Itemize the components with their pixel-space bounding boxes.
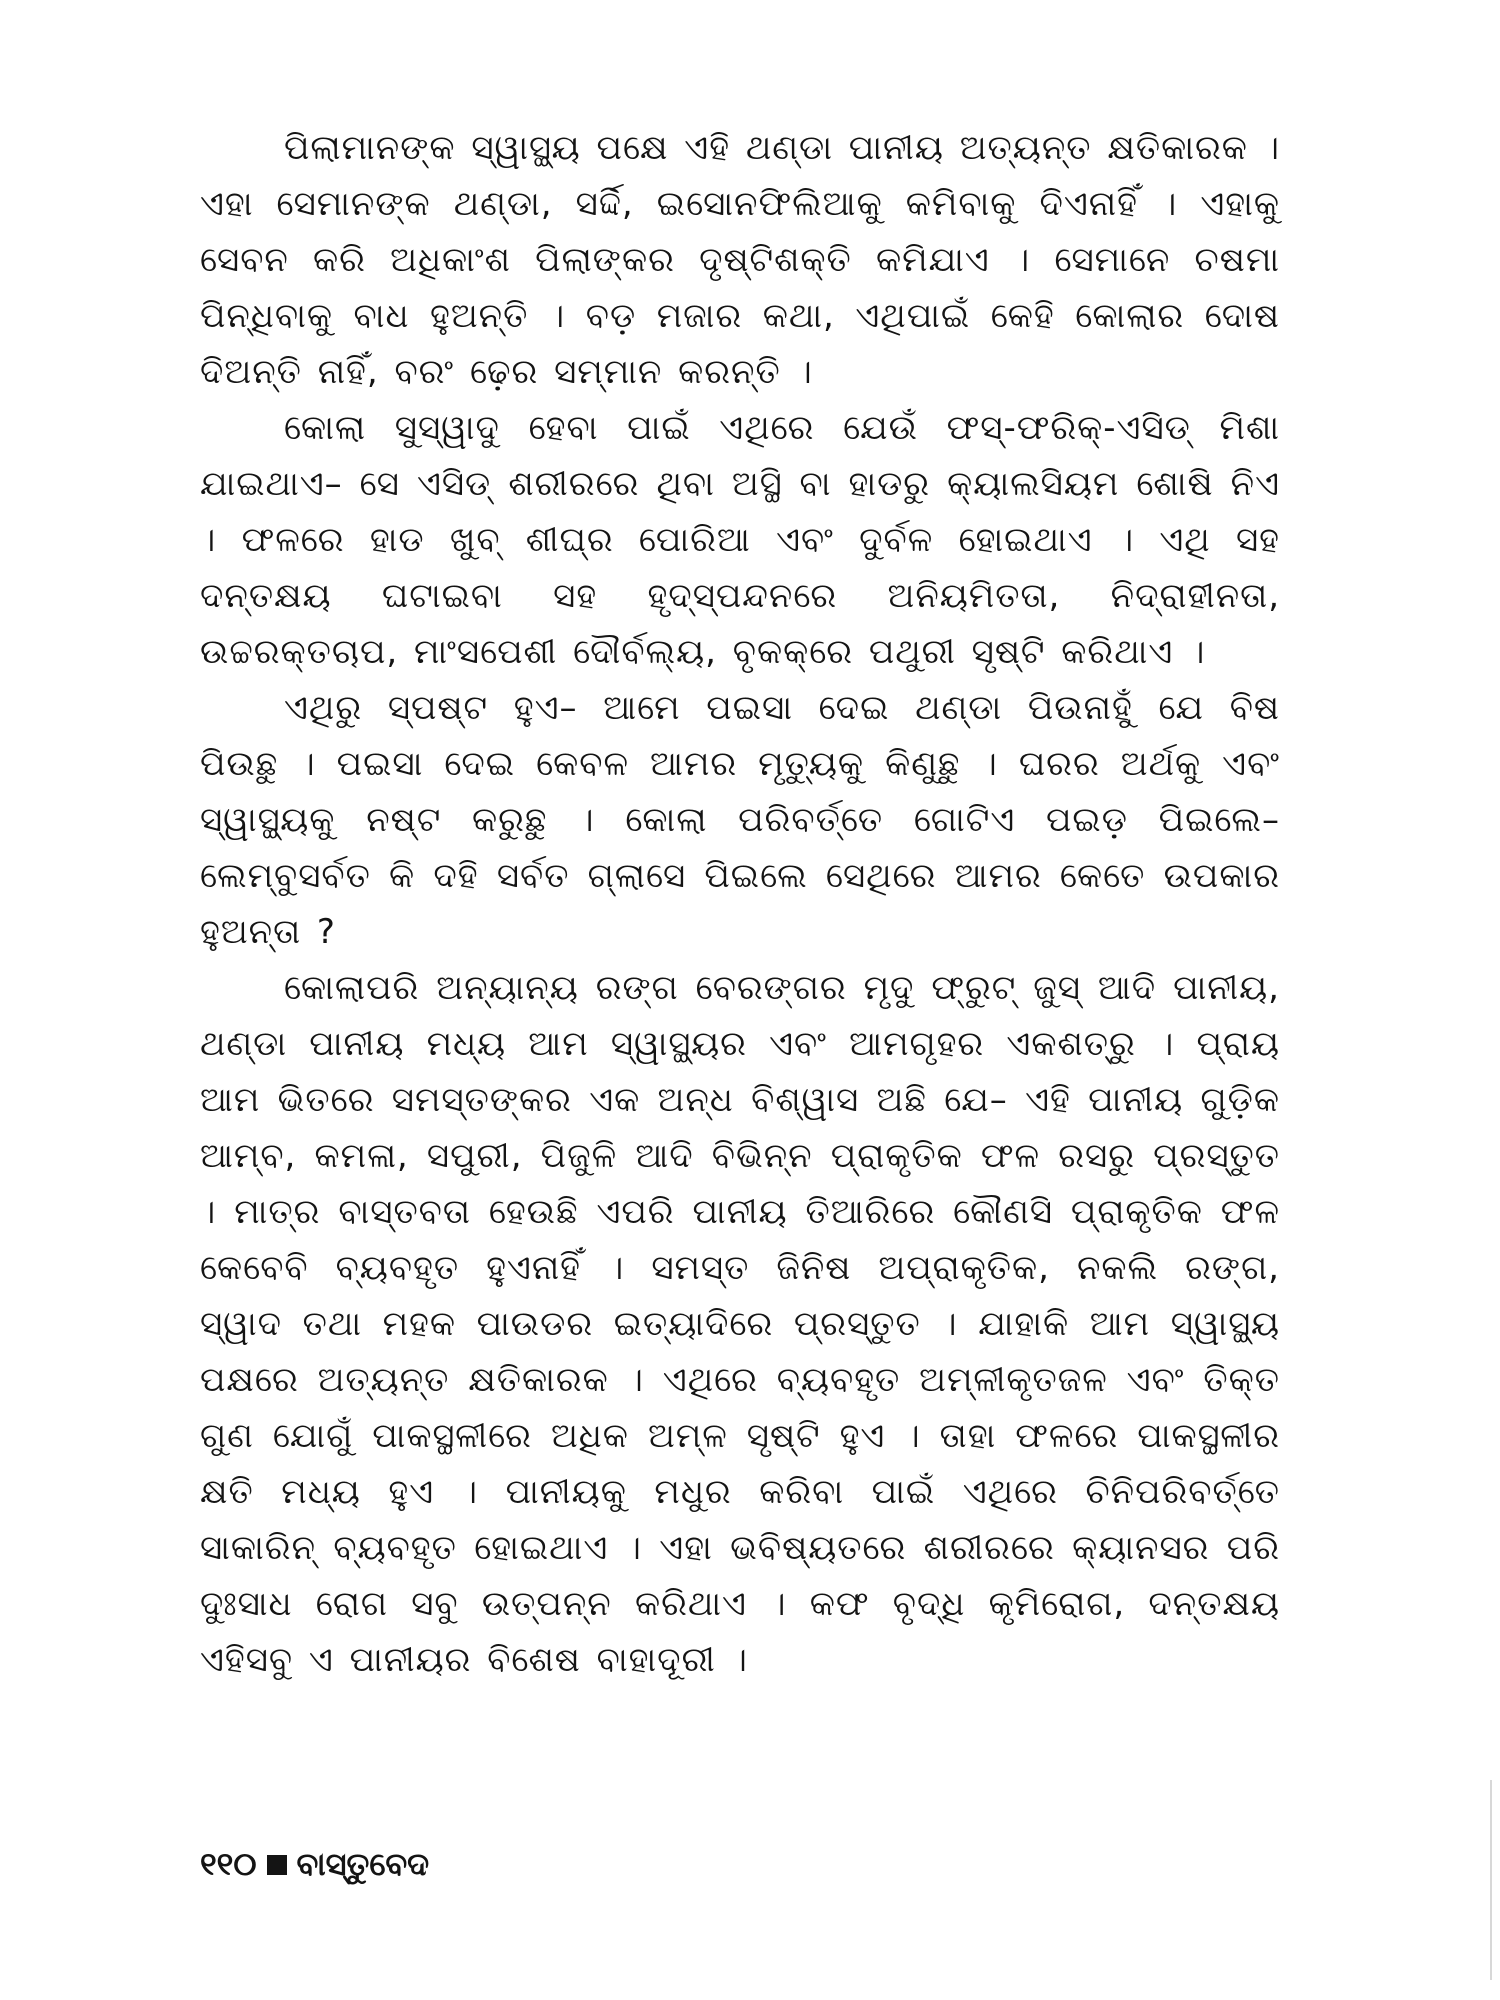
paragraph-2: କୋଲା ସୁସ୍ୱାଦୁ ହେବା ପାଇଁ ଏଥିରେ ଯେଉଁ ଫସ୍-ଫରିକ୍-ଏସିଡ୍ ମିଶା ଯାଇଥାଏ– ସେ ଏସିଡ୍ ଶରୀରରେ ଥିବା ଅସ୍ଥି ବା ହାଡରୁ କ୍ୟାଲସିୟମ ଶୋଷି ନିଏ । ଫଳରେ ହାଡ ଖୁବ୍ ଶୀଘ୍ର ପୋରିଆ ଏବଂ ଦୁର୍ବଳ ହୋଇଥାଏ । ଏଥି ସହ ଦନ୍ତକ୍ଷୟ ଘଟାଇବା ସହ ହୃଦ୍‌ସ୍ପନ୍ଦନରେ ଅନିୟମିତତା, ନିଦ୍ରାହୀନତା, ଉଚ୍ଚରକ୍ତଚାପ, ମାଂସପେଶୀ ଦୌର୍ବଲ୍ୟ, ବୃକକ୍‌ରେ ପଥୁରୀ ସୃଷ୍ଟି କରିଥାଏ । bbox=[200, 408, 1280, 672]
paragraph-4: କୋଲାପରି ଅନ୍ୟାନ୍ୟ ରଙ୍ଗ ବେରଙ୍ଗର ମୃଦୁ ଫ୍ରୁଟ୍ ଜୁସ୍ ଆଦି ପାନୀୟ, ଥଣ୍ଡା ପାନୀୟ ମଧ୍ୟ ଆମ ସ୍ୱାସ୍ଥ୍ୟର ଏବଂ ଆମଗୃହର ଏକଶତ୍ରୁ । ପ୍ରାୟ ଆମ ଭିତରେ ସମସ୍ତଙ୍କର ଏକ ଅନ୍ଧ ବିଶ୍ୱାସ ଅଛି ଯେ– ଏହି ପାନୀୟ ଗୁଡ଼ିକ ଆମ୍ବ, କମଳା, ସପୁରୀ, ପିଜୁଳି ଆଦି ବିଭିନ୍ନ ପ୍ରାକୃତିକ ଫଳ ରସରୁ ପ୍ରସ୍ତୁତ । ମାତ୍ର ବାସ୍ତବତା ହେଉଛି ଏପରି ପାନୀୟ ତିଆରିରେ କୌଣସି ପ୍ରାକୃତିକ ଫଳ କେବେବି ବ୍ୟବହୃତ ହୁଏନାହିଁ । ସମସ୍ତ ଜିନିଷ ଅପ୍ରାକୃତିକ, ନକଲି ରଙ୍ଗ, ସ୍ୱାଦ ତଥା ମହକ ପାଉଡର ଇତ୍ୟାଦିରେ ପ୍ରସ୍ତୁତ । ଯାହାକି ଆମ ସ୍ୱାସ୍ଥ୍ୟ ପକ୍ଷରେ ଅତ୍ୟନ୍ତ କ୍ଷତିକାରକ । ଏଥିରେ ବ୍ୟବହୃତ ଅମ୍ଳୀକୃତଜଳ ଏବଂ ତିକ୍ତ ଗୁଣ ଯୋଗୁଁ ପାକସ୍ଥଳୀରେ ଅଧିକ ଅମ୍ଳ ସୃଷ୍ଟି ହୁଏ । ତାହା ଫଳରେ ପାକସ୍ଥଳୀର କ୍ଷତି ମଧ୍ୟ ହୁଏ । ପାନୀୟକୁ ମଧୁର କରିବା ପାଇଁ ଏଥିରେ ଚିନିପରିବର୍ତ୍ତେ ସାକାରିନ୍ ବ୍ୟବହୃତ ହୋଇଥାଏ । ଏହା ଭବିଷ୍ୟତରେ ଶରୀରରେ କ୍ୟାନସର ପରି ଦୁଃସାଧ ରୋଗ ସବୁ ଉତ୍ପନ୍ନ କରିଥାଏ । କଫ ବୃଦ୍ଧି କୃମିରୋଗ, ଦନ୍ତକ୍ଷୟ ଏହିସବୁ ଏ ପାନୀୟର ବିଶେଷ ବାହାଦୂରୀ । bbox=[200, 968, 1280, 1680]
page-body bbox=[200, 120, 1280, 1688]
page-number: ୧୧୦ bbox=[200, 1845, 257, 1883]
paragraph-3: ଏଥିରୁ ସ୍ପଷ୍ଟ ହୁଏ– ଆମେ ପଇସା ଦେଇ ଥଣ୍ଡା ପିଉନାହୁଁ ଯେ ବିଷ ପିଉଛୁ । ପଇସା ଦେଇ କେବଳ ଆମର ମୃତ୍ୟୁକୁ କିଣୁଛୁ । ଘରର ଅର୍ଥକୁ ଏବଂ ସ୍ୱାସ୍ଥ୍ୟକୁ ନଷ୍ଟ କରୁଛୁ । କୋଲା ପରିବର୍ତ୍ତେ ଗୋଟିଏ ପଇଡ଼ ପିଇଲେ– ଲେମ୍ବୁସର୍ବତ କି ଦହି ସର୍ବତ ଗ୍ଲାସେ ପିଇଲେ ସେଥିରେ ଆମର କେତେ ଉପକାର ହୁଅନ୍ତା ? bbox=[200, 688, 1280, 952]
book-title: ବାସ୍ତୁବେଦ bbox=[296, 1845, 430, 1883]
paragraph-1: ପିଲାମାନଙ୍କ ସ୍ୱାସ୍ଥ୍ୟ ପକ୍ଷେ ଏହି ଥଣ୍ଡା ପାନୀୟ ଅତ୍ୟନ୍ତ କ୍ଷତିକାରକ । ଏହା ସେମାନଙ୍କ ଥଣ୍ଡା, ସର୍ଦ୍ଦି, ଇସୋନଫିଲିଆକୁ କମିବାକୁ ଦିଏନାହିଁ । ଏହାକୁ ସେବନ କରି ଅଧିକାଂଶ ପିଲାଙ୍କର ଦୃଷ୍ଟିଶକ୍ତି କମିଯାଏ । ସେମାନେ ଚଷମା ପିନ୍ଧିବାକୁ ବାଧ ହୁଅନ୍ତି । ବଡ଼ ମଜାର କଥା, ଏଥିପାଇଁ କେହି କୋଲାର ଦୋଷ ଦିଅନ୍ତି ନାହିଁ, ବରଂ ଢ଼େର ସମ୍ମାନ କରନ୍ତି । bbox=[200, 128, 1280, 392]
page-footer bbox=[200, 1845, 429, 1884]
page-edge-line bbox=[1490, 1780, 1492, 1980]
separator-square-icon bbox=[267, 1855, 287, 1875]
